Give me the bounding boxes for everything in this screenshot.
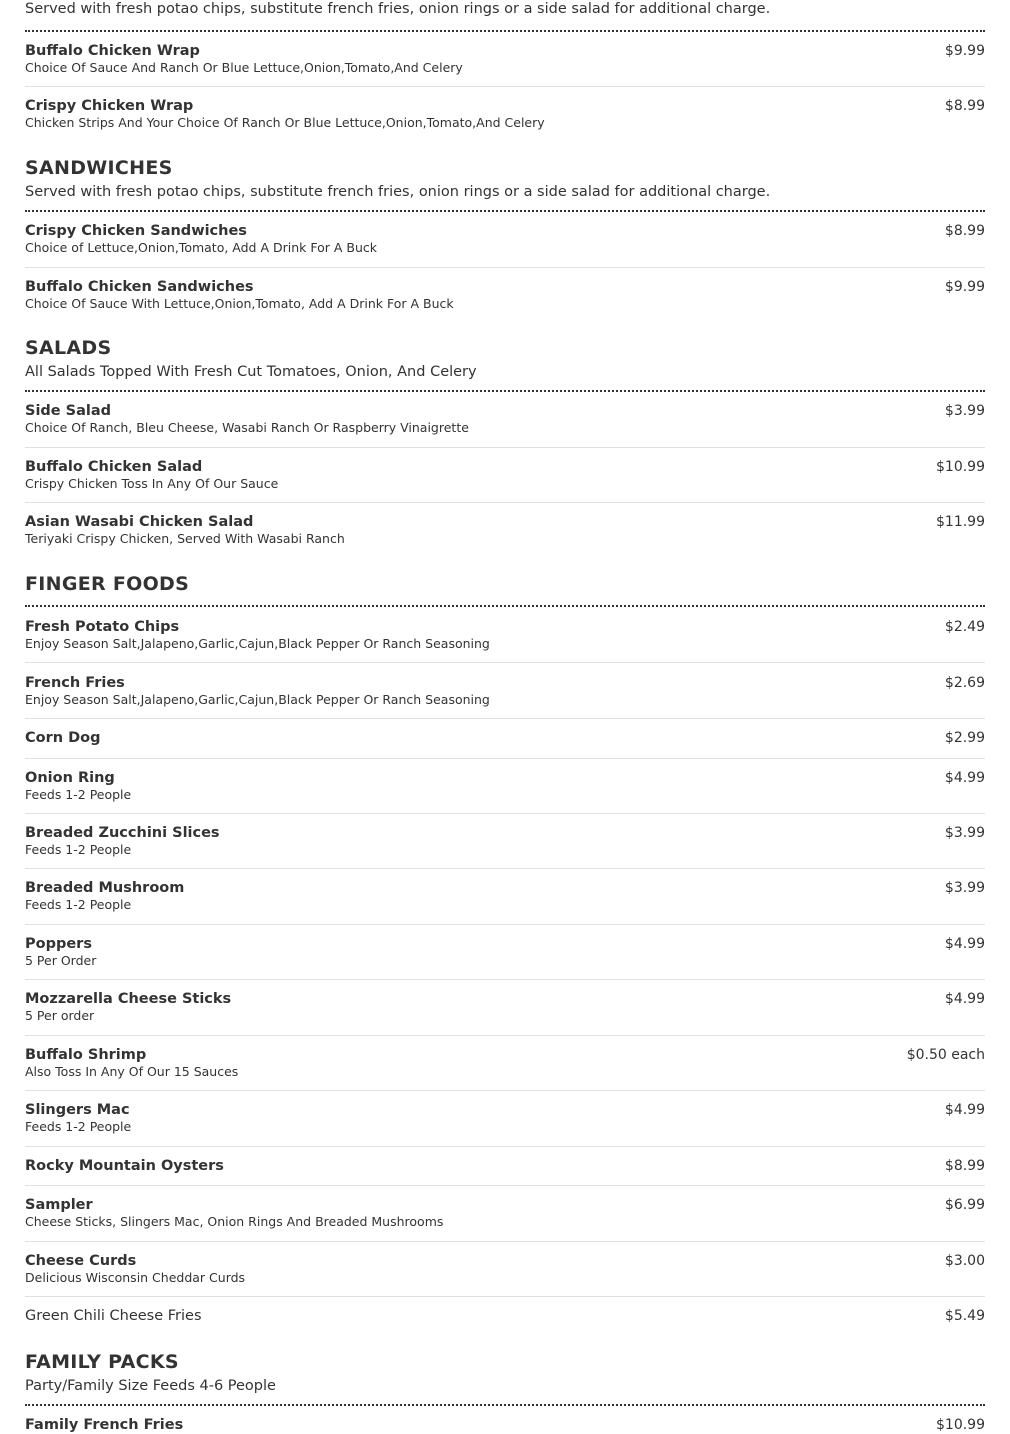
wraps-note: Served with fresh potao chips, substitute french fries, onion rings or a side salad for additional charge. xyxy=(25,1,771,17)
item-name: Crispy Chicken Wrap xyxy=(25,98,194,114)
item-name: Side Salad xyxy=(25,403,112,419)
item-price: $2.99 xyxy=(944,730,985,746)
item-price: $8.99 xyxy=(944,1158,985,1174)
menu-item xyxy=(25,402,985,436)
section-finger-foods xyxy=(25,572,985,596)
item-price: $10.99 xyxy=(936,459,985,475)
item-description: Choice of Lettuce,Onion,Tomato, Add A Drink For A Buck xyxy=(25,240,378,255)
menu-item xyxy=(25,769,985,803)
item-description: Feeds 1-2 People xyxy=(25,787,132,802)
section-sandwiches xyxy=(25,156,985,201)
item-name: Family French Fries xyxy=(25,1417,184,1433)
item-description: Feeds 1-2 People xyxy=(25,842,132,857)
item-name: Buffalo Chicken Wrap xyxy=(25,43,200,59)
item-price: $3.00 xyxy=(944,1253,985,1269)
menu-item xyxy=(25,458,985,492)
section-description: Party/Family Size Feeds 4-6 People xyxy=(25,1378,276,1394)
section-title: SANDWICHES xyxy=(25,157,173,179)
item-price: $10.99 xyxy=(936,1417,985,1433)
menu-item xyxy=(25,824,985,858)
item-price: $2.49 xyxy=(944,619,985,635)
menu-item xyxy=(25,1101,985,1135)
menu-item xyxy=(25,97,985,131)
item-description: Also Toss In Any Of Our 15 Sauces xyxy=(25,1064,239,1079)
menu-item xyxy=(25,1157,985,1175)
item-separator xyxy=(25,1185,985,1186)
section-divider xyxy=(25,390,985,392)
menu-item xyxy=(25,879,985,913)
menu-item xyxy=(25,42,985,76)
item-name: Fresh Potato Chips xyxy=(25,619,180,635)
item-price: $3.99 xyxy=(944,825,985,841)
section-title: FINGER FOODS xyxy=(25,573,190,595)
item-name: Rocky Mountain Oysters xyxy=(25,1158,224,1174)
item-separator xyxy=(25,868,985,869)
menu-item xyxy=(25,1046,985,1080)
menu-item xyxy=(25,618,985,652)
item-description: Feeds 1-2 People xyxy=(25,1119,132,1134)
item-separator xyxy=(25,1146,985,1147)
menu-item xyxy=(25,278,985,312)
menu-item xyxy=(25,1252,985,1286)
section-divider xyxy=(25,210,985,212)
item-name: Poppers xyxy=(25,936,92,952)
item-price: $3.99 xyxy=(944,880,985,896)
section-divider xyxy=(25,1404,985,1406)
menu-item xyxy=(25,222,985,256)
section-description: All Salads Topped With Fresh Cut Tomatoes, Onion, And Celery xyxy=(25,364,477,380)
item-price: $4.99 xyxy=(944,936,985,952)
menu-item xyxy=(25,935,985,969)
section-title: SALADS xyxy=(25,337,112,359)
item-separator xyxy=(25,502,985,503)
section-title: FAMILY PACKS xyxy=(25,1351,179,1373)
item-name: Buffalo Chicken Salad xyxy=(25,459,203,475)
item-description: Choice Of Sauce And Ranch Or Blue Lettuce,Onion,Tomato,And Celery xyxy=(25,60,463,75)
item-separator xyxy=(25,86,985,87)
item-price: $4.99 xyxy=(944,1102,985,1118)
item-name: Slingers Mac xyxy=(25,1102,130,1118)
item-description: 5 Per order xyxy=(25,1008,95,1023)
menu-item xyxy=(25,513,985,547)
item-name: Corn Dog xyxy=(25,730,101,746)
item-price: $11.99 xyxy=(936,514,985,530)
item-name: Breaded Mushroom xyxy=(25,880,185,896)
item-separator xyxy=(25,813,985,814)
section-salads xyxy=(25,336,985,381)
section-divider xyxy=(25,605,985,607)
item-description: Delicious Wisconsin Cheddar Curds xyxy=(25,1270,246,1285)
item-separator xyxy=(25,447,985,448)
item-name: Asian Wasabi Chicken Salad xyxy=(25,514,254,530)
item-separator xyxy=(25,267,985,268)
section-family-packs xyxy=(25,1350,985,1395)
item-description: Crispy Chicken Toss In Any Of Our Sauce xyxy=(25,476,279,491)
menu-item xyxy=(25,1196,985,1230)
item-separator xyxy=(25,718,985,719)
item-name: Buffalo Shrimp xyxy=(25,1047,147,1063)
item-separator xyxy=(25,979,985,980)
item-description: 5 Per Order xyxy=(25,953,97,968)
item-separator xyxy=(25,1090,985,1091)
item-name: Green Chili Cheese Fries xyxy=(25,1308,202,1324)
section-divider xyxy=(25,30,985,32)
item-price: $4.99 xyxy=(944,770,985,786)
item-description: Choice Of Sauce With Lettuce,Onion,Tomato, Add A Drink For A Buck xyxy=(25,296,454,311)
item-name: Buffalo Chicken Sandwiches xyxy=(25,279,254,295)
item-name: Crispy Chicken Sandwiches xyxy=(25,223,247,239)
item-separator xyxy=(25,1296,985,1297)
item-description: Feeds 1-2 People xyxy=(25,897,132,912)
item-separator xyxy=(25,1241,985,1242)
item-description: Cheese Sticks, Slingers Mac, Onion Rings And Breaded Mushrooms xyxy=(25,1214,444,1229)
item-separator xyxy=(25,1035,985,1036)
item-name: Breaded Zucchini Slices xyxy=(25,825,220,841)
item-description: Teriyaki Crispy Chicken, Served With Wasabi Ranch xyxy=(25,531,345,546)
item-name: French Fries xyxy=(25,675,125,691)
item-separator xyxy=(25,758,985,759)
item-separator xyxy=(25,924,985,925)
item-description: Chicken Strips And Your Choice Of Ranch Or Blue Lettuce,Onion,Tomato,And Celery xyxy=(25,115,545,130)
item-name: Onion Ring xyxy=(25,770,115,786)
item-description: Enjoy Season Salt,Jalapeno,Garlic,Cajun,Black Pepper Or Ranch Seasoning xyxy=(25,636,490,651)
item-price: $2.69 xyxy=(944,675,985,691)
section-description: Served with fresh potao chips, substitute french fries, onion rings or a side salad for additional charge. xyxy=(25,184,771,200)
item-description: Choice Of Ranch, Bleu Cheese, Wasabi Ranch Or Raspberry Vinaigrette xyxy=(25,420,469,435)
item-description: Enjoy Season Salt,Jalapeno,Garlic,Cajun,Black Pepper Or Ranch Seasoning xyxy=(25,692,490,707)
item-price: $4.99 xyxy=(944,991,985,1007)
item-price: $8.99 xyxy=(944,98,985,114)
item-separator xyxy=(25,662,985,663)
item-price: $9.99 xyxy=(944,43,985,59)
menu-item xyxy=(25,1416,985,1434)
item-name: Cheese Curds xyxy=(25,1253,137,1269)
item-price: $3.99 xyxy=(944,403,985,419)
menu-item xyxy=(25,990,985,1024)
item-name: Mozzarella Cheese Sticks xyxy=(25,991,232,1007)
item-price: $9.99 xyxy=(944,279,985,295)
item-price: $5.49 xyxy=(944,1308,985,1324)
item-price: $0.50 each xyxy=(906,1047,985,1063)
menu-item xyxy=(25,674,985,708)
menu-item xyxy=(25,1307,985,1325)
menu-item xyxy=(25,729,985,747)
item-price: $8.99 xyxy=(944,223,985,239)
item-name: Sampler xyxy=(25,1197,93,1213)
item-price: $6.99 xyxy=(944,1197,985,1213)
